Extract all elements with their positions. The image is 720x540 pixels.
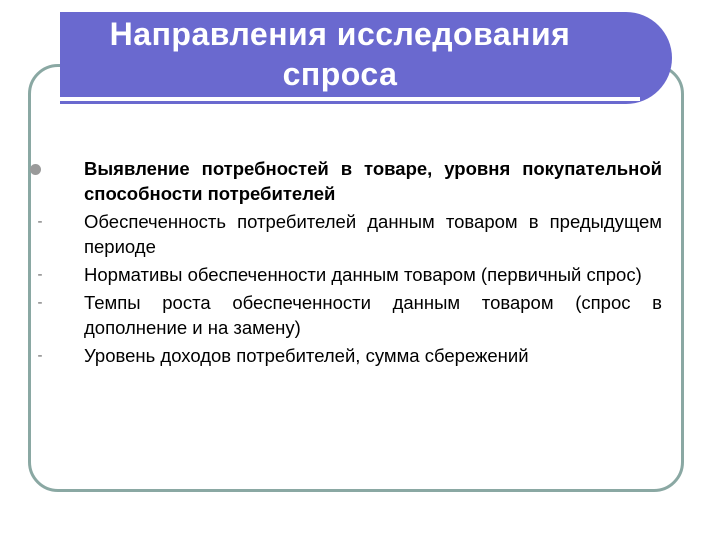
title-underline <box>60 97 640 101</box>
dash-marker: - <box>37 347 43 364</box>
list-item-text: Уровень доходов потребителей, сумма сбережений <box>84 345 529 366</box>
list-item-text: Нормативы обеспеченности данным товаром (первичный спрос) <box>84 264 642 285</box>
list-item-text: Выявление потребностей в товаре, уровня покупательной способности потребителей <box>84 158 662 204</box>
list-item <box>30 156 662 206</box>
list-item <box>30 343 662 368</box>
list-item <box>30 262 662 287</box>
bullet-list <box>30 156 662 368</box>
list-item <box>30 290 662 340</box>
dash-marker: - <box>37 213 43 230</box>
dash-marker: - <box>37 294 43 311</box>
list-item <box>30 209 662 259</box>
list-item-text: Темпы роста обеспеченности данным товаром (спрос в дополнение и на замену) <box>84 292 662 338</box>
list-item-text: Обеспеченность потребителей данным товаром в предыдущем периоде <box>84 211 662 257</box>
slide-title: Направления исследования спроса <box>109 16 571 92</box>
dash-marker: - <box>37 266 43 283</box>
bullet-dot-icon <box>30 164 41 175</box>
